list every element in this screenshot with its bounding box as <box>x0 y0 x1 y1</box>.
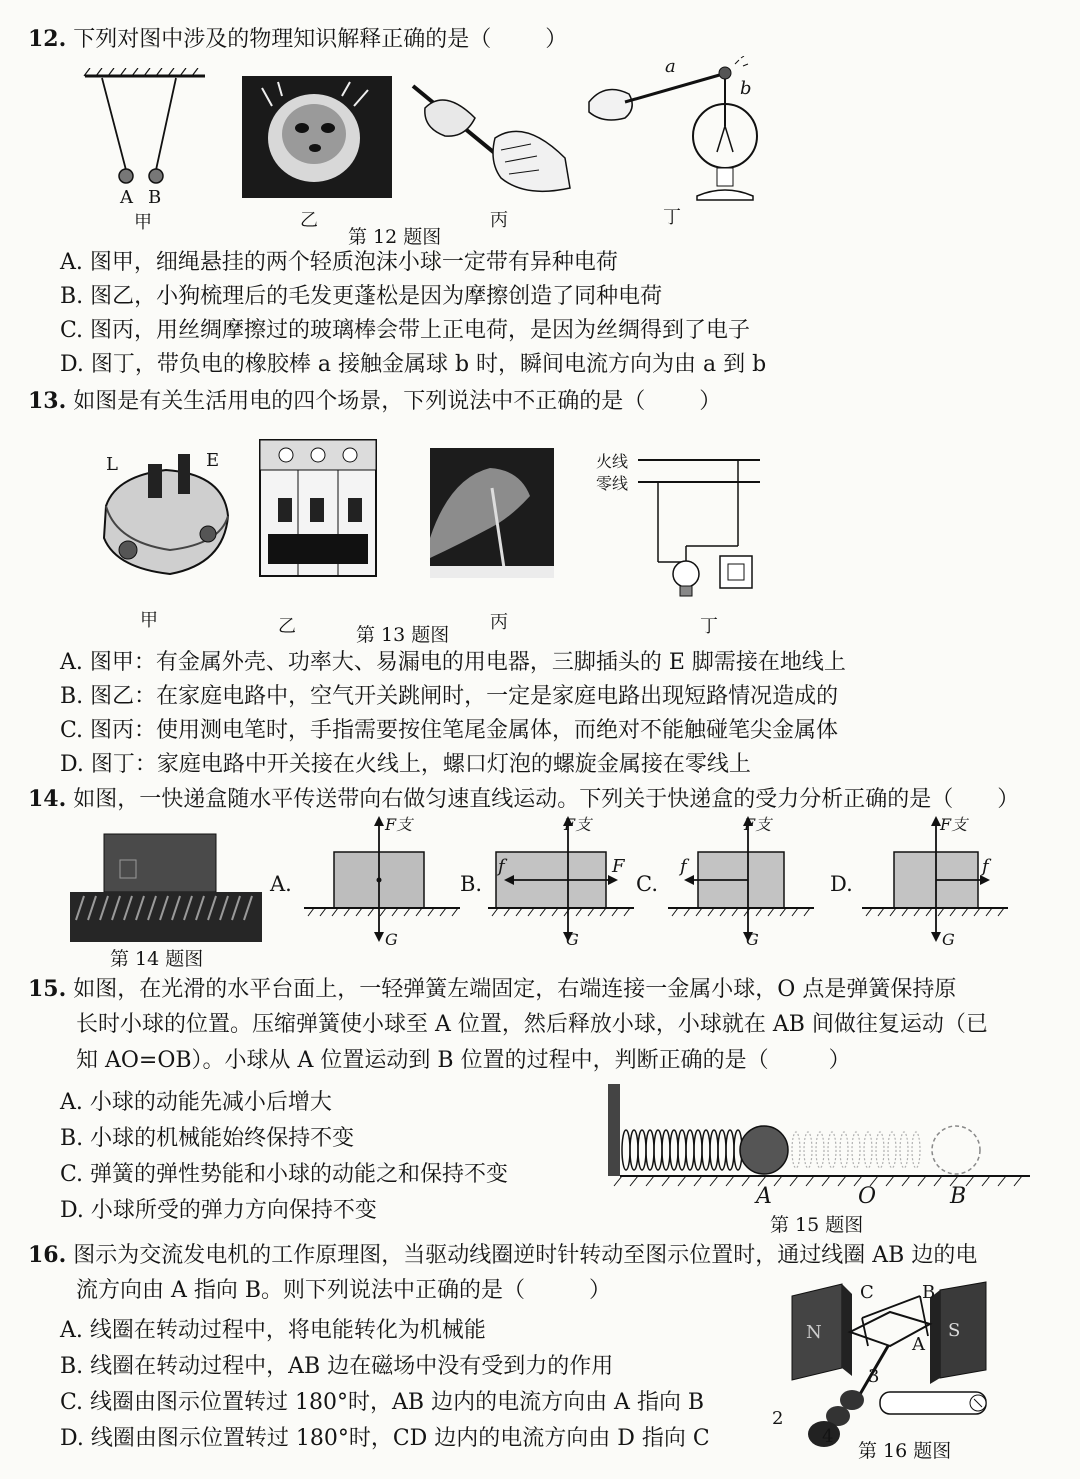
q12-fig-yi-dog-photo <box>242 76 392 198</box>
q14-c-support-label: F支 <box>744 815 772 834</box>
q15-option-d: D. 小球所受的弹力方向保持不变 <box>60 1198 377 1223</box>
q13-stem <box>28 386 721 417</box>
q13-jia-label: 甲 <box>140 610 158 631</box>
q12-fig-ding <box>585 56 765 206</box>
q13-caption: 第 13 题图 <box>356 624 450 646</box>
q15-line-1-text: 如图，在光滑的水平台面上，一轻弹簧左端固定，右端连接一金属小球，O 点是弹簧保持原 <box>73 977 957 1002</box>
q14-number: 14. <box>28 786 67 812</box>
q12-option-d: D. 图丁，带负电的橡胶棒 a 接触金属球 b 时，瞬间电流方向为由 a 到 b <box>60 352 767 377</box>
q15-close: ） <box>828 1048 851 1073</box>
q13-ding-label: 丁 <box>700 616 718 637</box>
q16-number: 16. <box>28 1242 67 1268</box>
q14-fig-conveyor <box>70 832 262 942</box>
q13-fig-yi-breaker <box>258 438 378 578</box>
q15-stem-line-2: 长时小球的位置。压缩弹簧使小球至 A 位置，然后释放小球，小球就在 AB 间做往复运动（已 <box>76 1012 988 1037</box>
q16-num-3-label: 3 <box>868 1366 880 1387</box>
q12-caption: 第 12 题图 <box>348 226 442 248</box>
q14-c-gravity-label: G <box>746 930 759 949</box>
q14-opt-a-letter: A. <box>270 872 292 896</box>
q14-diagram-b <box>488 812 638 952</box>
q16-N-label: N <box>806 1322 822 1343</box>
q14-d-support-label: F支 <box>940 815 968 834</box>
q14-c-friction-label: f <box>680 856 687 877</box>
q16-stem-line-2 <box>76 1276 611 1306</box>
q14-stem <box>28 784 1019 815</box>
q13-E-label: E <box>206 450 220 471</box>
q14-a-support-label: F支 <box>385 815 413 834</box>
q16-B-label: B <box>922 1282 936 1303</box>
q12-stem-text: 下列对图中涉及的物理知识解释正确的是（ <box>73 27 492 52</box>
q14-diagram-c <box>668 812 818 952</box>
q14-b-support-label: F支 <box>564 815 592 834</box>
q15-point-a-label: A <box>756 1184 772 1209</box>
q12-option-a: A. 图甲，细绳悬挂的两个轻质泡沫小球一定带有异种电荷 <box>60 250 618 275</box>
q16-stem-line-1 <box>28 1240 977 1271</box>
q12-jia-label: 甲 <box>134 212 152 233</box>
q13-yi-label: 乙 <box>278 616 296 637</box>
q12-fig-jia <box>80 68 210 228</box>
q13-stem-text: 如图是有关生活用电的四个场景，下列说法中不正确的是（ <box>73 389 646 414</box>
q15-point-b-label: B <box>950 1184 967 1209</box>
q12-number: 12. <box>28 26 67 52</box>
q12-stem <box>28 24 567 55</box>
q12-option-c: C. 图丙，用丝绸摩擦过的玻璃棒会带上正电荷，是因为丝绸得到了电子 <box>60 318 751 343</box>
q13-zero-wire-label: 零线 <box>596 474 629 493</box>
q12-ding-label: 丁 <box>663 207 681 228</box>
q16-S-label: S <box>948 1320 961 1341</box>
q16-option-d: D. 线圈由图示位置转过 180°时，CD 边内的电流方向由 D 指向 C <box>60 1426 710 1451</box>
q15-number: 15. <box>28 976 67 1002</box>
q16-close: ） <box>589 1278 612 1303</box>
q12-ball-b-mark: b <box>740 78 752 99</box>
q15-option-a: A. 小球的动能先减小后增大 <box>60 1090 332 1115</box>
q13-fig-bing-photo <box>430 448 554 578</box>
q13-bing-label: 丙 <box>490 612 508 633</box>
q14-opt-d-letter: D. <box>830 872 853 896</box>
q16-caption: 第 16 题图 <box>858 1440 952 1462</box>
q12-fig-bing <box>405 78 575 198</box>
q15-option-b: B. 小球的机械能始终保持不变 <box>60 1126 355 1151</box>
q13-option-c: C. 图丙：使用测电笔时，手指需要按住笔尾金属体，而绝对不能触碰笔尖金属体 <box>60 718 839 743</box>
q16-C-label: C <box>860 1282 874 1303</box>
q15-stem-line-3 <box>76 1046 851 1076</box>
q14-d-friction-label: f <box>982 856 989 877</box>
q16-num-2-label: 2 <box>772 1408 784 1429</box>
q14-stem-text: 如图，一快递盒随水平传送带向右做匀速直线运动。下列关于快递盒的受力分析正确的是（ <box>73 787 954 812</box>
q12-close: ） <box>545 27 568 52</box>
q12-rod-a-label: a <box>665 56 676 77</box>
q13-option-a: A. 图甲：有金属外壳、功率大、易漏电的用电器，三脚插头的 E 脚需接在地线上 <box>60 650 846 675</box>
q15-caption: 第 15 题图 <box>770 1214 864 1236</box>
q14-opt-b-letter: B. <box>460 872 483 896</box>
q14-caption: 第 14 题图 <box>110 948 204 970</box>
q16-A-label: A <box>912 1334 925 1355</box>
q14-b-gravity-label: G <box>566 930 579 949</box>
q14-opt-c-letter: C. <box>636 872 658 896</box>
q15-stem-line-1 <box>28 974 956 1005</box>
q16-option-b: B. 线圈在转动过程中，AB 边在磁场中没有受到力的作用 <box>60 1354 614 1379</box>
q14-close: ） <box>997 787 1020 812</box>
q13-fig-ding-circuit <box>638 450 768 600</box>
q12-yi-label: 乙 <box>300 210 318 231</box>
q16-option-a: A. 线圈在转动过程中，将电能转化为机械能 <box>60 1318 486 1343</box>
q13-number: 13. <box>28 388 67 414</box>
q16-fig-generator <box>780 1276 1000 1456</box>
q13-fire-wire-label: 火线 <box>596 452 629 471</box>
q15-fig-spring <box>600 1078 1040 1190</box>
q16-num-4-label: 4 <box>822 1426 834 1447</box>
q16-line-2-text: 流方向由 A 指向 B。则下列说法中正确的是（ <box>76 1278 526 1303</box>
q13-option-b: B. 图乙：在家庭电路中，空气开关跳闸时，一定是家庭电路出现短路情况造成的 <box>60 684 839 709</box>
q14-a-gravity-label: G <box>385 930 398 949</box>
q12-option-b: B. 图乙，小狗梳理后的毛发更蓬松是因为摩擦创造了同种电荷 <box>60 284 663 309</box>
q12-ball-a-label: A <box>120 187 133 208</box>
q15-option-c: C. 弹簧的弹性势能和小球的动能之和保持不变 <box>60 1162 509 1187</box>
q14-diagram-d <box>862 812 1012 952</box>
q16-option-c: C. 线圈由图示位置转过 180°时，AB 边内的电流方向由 A 指向 B <box>60 1390 705 1415</box>
q13-option-d: D. 图丁：家庭电路中开关接在火线上，螺口灯泡的螺旋金属接在零线上 <box>60 752 751 777</box>
q14-b-force-label: F <box>612 856 625 877</box>
q13-close: ） <box>699 389 722 414</box>
q16-line-1-text: 图示为交流发电机的工作原理图，当驱动线圈逆时针转动至图示位置时，通过线圈 AB 边的电 <box>73 1243 978 1268</box>
q15-point-o-label: O <box>858 1184 877 1209</box>
q14-d-gravity-label: G <box>942 930 955 949</box>
q12-bing-label: 丙 <box>490 210 508 231</box>
q15-line-3-text: 知 AO=OB）。小球从 A 位置运动到 B 位置的过程中，判断正确的是（ <box>76 1048 769 1073</box>
q14-b-friction-label: f <box>498 856 505 877</box>
q13-L-label: L <box>106 454 118 475</box>
q12-ball-b-label: B <box>148 187 162 208</box>
